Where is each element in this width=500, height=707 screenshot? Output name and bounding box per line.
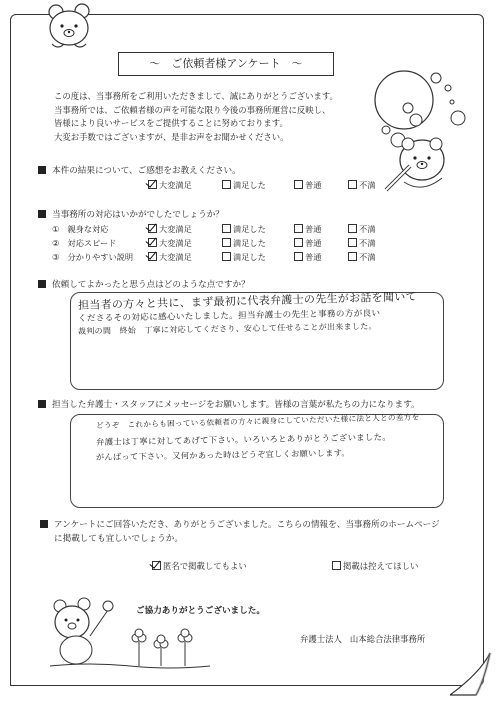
q2-1-option-satisfied[interactable]: 満足した bbox=[222, 224, 266, 235]
bullet-icon bbox=[38, 166, 46, 174]
q2-2-option-very-satisfied[interactable]: 大変満足 bbox=[148, 238, 192, 249]
firm-type: 弁護士法人 bbox=[300, 634, 342, 644]
checkbox-icon bbox=[294, 180, 303, 189]
checkbox-icon bbox=[294, 252, 303, 261]
bullet-icon bbox=[38, 400, 46, 408]
q4-answer-line: どうぞ これからも困っている依頼者の方々に親身にしていただいた様に法と人との差方を bbox=[95, 412, 420, 430]
checkbox-icon bbox=[348, 180, 357, 189]
checkbox-icon bbox=[348, 224, 357, 233]
question-1 bbox=[38, 164, 241, 176]
q2-3-option-normal[interactable]: 普通 bbox=[294, 252, 321, 263]
q4-answer-line: 弁護士は丁寧に対してあげて下さい。いろいろとありがとうございました。 bbox=[95, 431, 391, 447]
q2-1-option-very-satisfied[interactable]: 大変満足 bbox=[148, 224, 192, 235]
q3-answer-line: 担当者の方々と共に、まず最初に代表弁護士の先生がお話を聞いて bbox=[77, 290, 418, 312]
checkbox-icon bbox=[222, 224, 231, 233]
survey-title: ～ ご依頼者様アンケート ～ bbox=[118, 52, 334, 76]
q1-option-very-satisfied[interactable]: 大変満足 bbox=[148, 180, 192, 191]
q2-2-option-unsatisfied[interactable]: 不満 bbox=[348, 238, 375, 249]
q4-answer-line: がんばって下さい。又何かあった時はどうぞ宜しくお願いします。 bbox=[95, 447, 350, 462]
q2-3-option-very-satisfied[interactable]: 大変満足 bbox=[148, 252, 192, 263]
checkbox-icon bbox=[294, 224, 303, 233]
intro-line: 大変お手数ではございますが、是非お声をお聞かせください。 bbox=[54, 131, 289, 142]
question-2-text: 当事務所の対応はいかがでしたでしょうか？ bbox=[52, 210, 224, 220]
question-1-text: 本件の結果について、ご感想をお教えください。 bbox=[52, 166, 241, 176]
intro-line: 当事務所では、ご依頼者様の声を可能な限り今後の事務所運営に反映し、 bbox=[54, 104, 331, 115]
checkbox-icon bbox=[222, 238, 231, 247]
checkbox-checked-icon bbox=[148, 238, 157, 247]
q1-option-satisfied[interactable]: 満足した bbox=[222, 180, 266, 191]
bear-corner-icon bbox=[44, 2, 96, 52]
bullet-icon bbox=[40, 520, 48, 528]
firm-name bbox=[300, 633, 433, 645]
bullet-icon bbox=[38, 210, 46, 218]
checkbox-icon bbox=[294, 238, 303, 247]
checkbox-icon bbox=[332, 561, 341, 570]
checkbox-checked-icon bbox=[148, 252, 157, 261]
question-3 bbox=[38, 278, 250, 290]
closing-line: に掲載しても宜しいでしょうか。 bbox=[54, 533, 183, 544]
publish-option-anonymous[interactable]: 匿名で掲載してもよい bbox=[152, 560, 247, 572]
q2-2-option-normal[interactable]: 普通 bbox=[294, 238, 321, 249]
checkbox-checked-icon bbox=[148, 180, 157, 189]
checkbox-checked-icon bbox=[148, 224, 157, 233]
checkbox-icon bbox=[222, 252, 231, 261]
q3-answer-line: くださるその対応に感心いたしました。担当弁護士の先生と事務の方が良い bbox=[77, 308, 381, 324]
page-curl-icon bbox=[450, 651, 492, 697]
checkbox-icon bbox=[348, 238, 357, 247]
bullet-icon bbox=[38, 280, 46, 288]
intro-line: 皆様により良いサービスをご提供することに努めております。 bbox=[54, 118, 288, 128]
q2-1-option-unsatisfied[interactable]: 不満 bbox=[348, 224, 375, 235]
question-4-text: 担当した弁護士・スタッフにメッセージをお願いします。皆様の言葉が私たちの力になります。 bbox=[52, 400, 420, 410]
closing-line: アンケートにご回答いただき、ありがとうございました。こちらの情報を、当事務所のホームページ bbox=[54, 520, 440, 530]
q2-1-option-normal[interactable]: 普通 bbox=[294, 224, 321, 235]
closing-text bbox=[54, 519, 440, 546]
q2-2-option-satisfied[interactable]: 満足した bbox=[222, 238, 266, 249]
q3-answer-line: 裁判の間 終始 丁寧に対応してくださり、安心して任せることが出来ました。 bbox=[77, 321, 377, 336]
q1-option-unsatisfied[interactable]: 不満 bbox=[348, 180, 375, 191]
q1-option-normal[interactable]: 普通 bbox=[294, 180, 321, 191]
question-2 bbox=[38, 208, 224, 220]
intro-text bbox=[54, 90, 384, 144]
checkbox-icon bbox=[222, 180, 231, 189]
question-4 bbox=[38, 398, 420, 410]
intro-line: この度は、当事務所をご利用いただきまして、誠にありがとうございます。 bbox=[54, 91, 338, 101]
thanks-text: ご協力ありがとうございました。 bbox=[136, 606, 265, 616]
publish-option-decline[interactable]: 掲載は控えてほしい bbox=[332, 560, 418, 572]
checkbox-icon bbox=[348, 252, 357, 261]
checkbox-checked-icon bbox=[152, 561, 161, 570]
q2-3-option-unsatisfied[interactable]: 不満 bbox=[348, 252, 375, 263]
question-3-text: 依頼してよかったと思う点はどのような点ですか？ bbox=[52, 280, 250, 290]
q2-3-option-satisfied[interactable]: 満足した bbox=[222, 252, 266, 263]
firm-title: 山本総合法律事務所 bbox=[349, 634, 426, 644]
